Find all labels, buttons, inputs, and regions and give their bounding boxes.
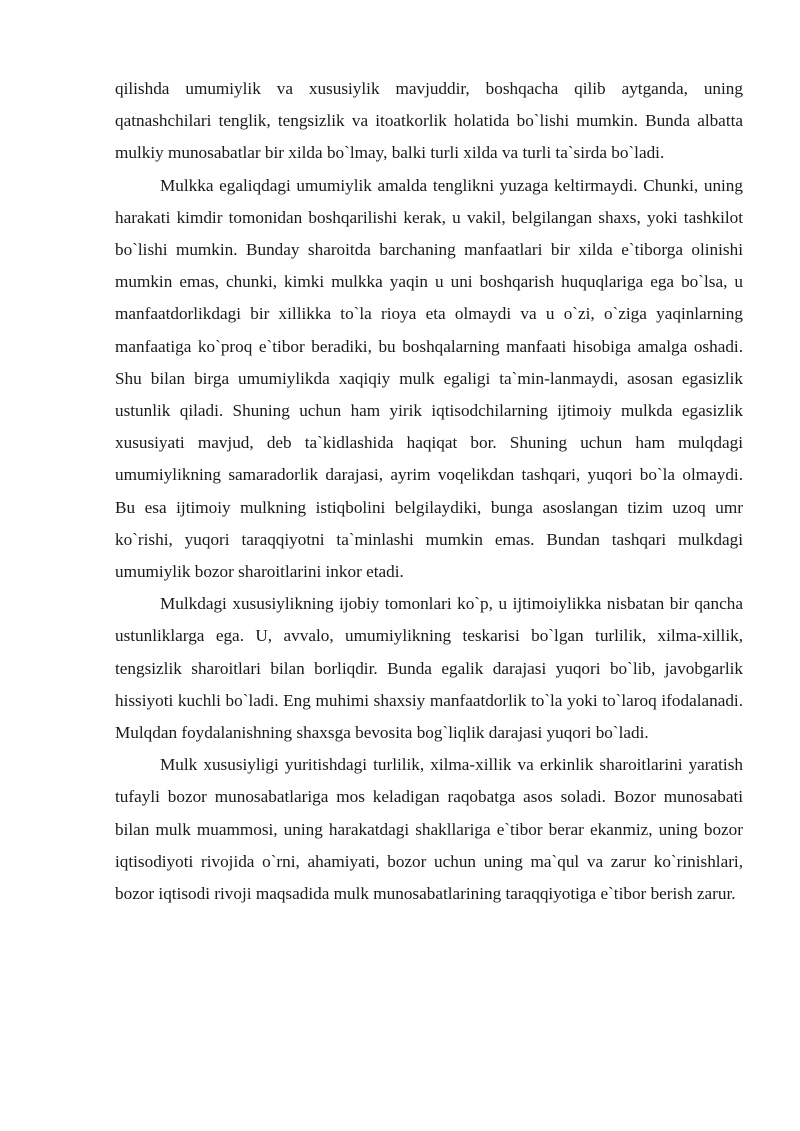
paragraph-market-relations: Mulk xususiyligi yuritishdagi turlilik, xilma-xillik va erkinlik sharoitlarini yaratish tufayli bozor munosabatlariga mos keladigan raqobatga asos soladi. Bozor munosabati bilan mulk muammosi, uning harakatdagi shakllariga e`tibor berar ekanmiz, uning bozor iqtisodiyoti rivojida o`rni, ahamiyati, bozor uchun uning ma`qul va zarur ko`rinishlari, bozor iqtisodi rivoji maqsadida mulk munosabatlarining taraqqiyotiga e`tibor berish zarur. xyxy=(115,755,743,904)
paragraph-collective-ownership: Mulkka egaliqdagi umumiylik amalda tenglikni yuzaga keltirmaydi. Chunki, uning harakati kimdir tomonidan boshqarilishi kerak, u vakil, belgilangan shaxs, yoki tashkilot bo`lishi mumkin. Bunday sharoitda barchaning manfaatlari bir xilda e`tiborga olinishi mumkin emas, chunki, kimki mulkka yaqin u uni boshqarish huquqlariga ega bo`lsa, u manfaatdorlikdagi bir xillikka to`la rioya eta olmaydi va u o`zi, o`ziga yaqinlarning manfaatiga ko`proq e`tibor beradiki, bu boshqalarning manfaati hisobiga amalga oshadi. Shu bilan birga umumiylikda xaqiqiy mulk egaligi ta`min-lanmaydi, asosan egasizlik ustunlik qiladi. Shuning uchun ham yirik iqtisodchilarning ijtimoiy mulkda egasizlik xususiyati mavjud, deb ta`kidlashida haqiqat bor. Shuning uchun ham mulqdagi umumiylikning samaradorlik darajasi, ayrim voqelikdan tashqari, yuqori bo`la olmaydi. Bu esa ijtimoiy mulkning istiqbolini belgilaydiki, bunga asoslangan tizim uzoq umr ko`rishi, yuqori taraqqiyotni ta`minlashi mumkin emas. Bundan tashqari mulkdagi umumiylik bozor sharoitlarini inkor etadi. xyxy=(115,175,743,582)
paragraph-continuation: qilishda umumiylik va xususiylik mavjuddir, boshqacha qilib aytganda, uning qatnashchilari tenglik, tengsizlik va itoatkorlik holatida bo`lishi mumkin. Bunda albatta mulkiy munosabatlar bir xilda bo`lmay, balki turli xilda va turli ta`sirda bo`ladi. xyxy=(115,79,743,163)
paragraph-private-ownership: Mulkdagi xususiylikning ijobiy tomonlari ko`p, u ijtimoiylikka nisbatan bir qancha ustunliklarga ega. U, avvalo, umumiylikning teskarisi bo`lgan turlilik, xilma-xillik, tengsizlik sharoitlari bilan borliqdir. Bunda egalik darajasi yuqori bo`lib, javobgarlik hissiyoti kuchli bo`ladi. Eng muhimi shaxsiy manfaatdorlik to`la yoki to`laroq ifodalanadi. Mulqdan foydalanishning shaxsga bevosita bog`liqlik darajasi yuqori bo`ladi. xyxy=(115,594,743,743)
